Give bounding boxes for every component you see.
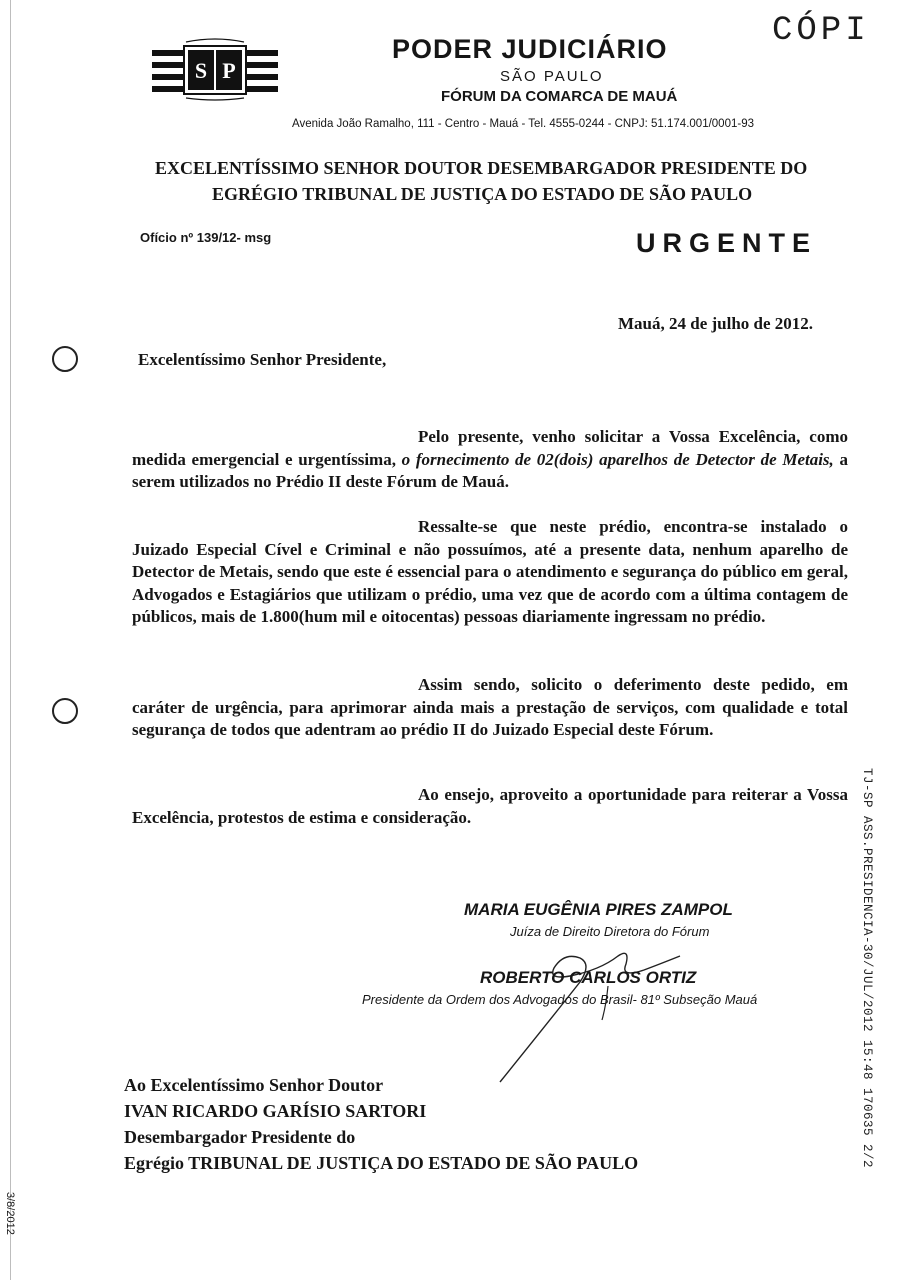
recipient-line-4: Egrégio TRIBUNAL DE JUSTIÇA DO ESTADO DE SÃO PAULO xyxy=(124,1153,639,1173)
logo-letter-s: S xyxy=(194,58,208,83)
urgency-label: URGENTE xyxy=(636,228,818,258)
body-paragraph-1: Pelo presente, venho solicitar a Vossa Excelência, como medida emergencial e urgentíssima, o fornecimento de 02(dois) aparelhos de Detector de Metais, a serem utilizados no Prédio II deste Fórum de Mauá. xyxy=(132,427,848,491)
side-margin-date: 3/8/2012 xyxy=(4,1192,16,1235)
body-paragraph-1-emphasis: o fornecimento de 02(dois) aparelhos de Detector de Metais, xyxy=(401,449,834,469)
body-paragraph-3: Assim sendo, solicito o deferimento deste pedido, em caráter de urgência, para aprimorar ainda mais a prestação de serviços, com qualidade e total segurança de todos que adentram ao prédio II do Juizado Especial deste Fórum. xyxy=(132,675,848,739)
protocol-stamp: TJ-SP ASS.PRESIDENCIA-30/JUL/2012 15:48 170635 2/2 xyxy=(860,768,874,1169)
header-title: PODER JUDICIÁRIO xyxy=(392,34,668,64)
addressee-heading-line-2: EGRÉGIO TRIBUNAL DE JUSTIÇA DO ESTADO DE SÃO PAULO xyxy=(212,184,753,204)
signatory-1-role: Juíza de Direito Diretora do Fórum xyxy=(510,924,710,939)
sao-paulo-coat-of-arms-logo xyxy=(150,36,280,102)
header-address: Avenida João Ramalho, 111 - Centro - Mauá - Tel. 4555-0244 - CNPJ: 51.174.001/0001-93 xyxy=(292,118,754,130)
signatory-1-name: MARIA EUGÊNIA PIRES ZAMPOL xyxy=(464,900,733,919)
oficio-number: Ofício nº 139/12- msg xyxy=(140,230,272,245)
signatory-2-name: ROBERTO CARLOS ORTIZ xyxy=(480,968,697,987)
header-state: SÃO PAULO xyxy=(500,68,604,85)
signatory-2-role: Presidente da Ordem dos Advogados do Brasil- 81º Subseção Mauá xyxy=(362,992,758,1007)
recipient-line-1: Ao Excelentíssimo Senhor Doutor xyxy=(124,1075,384,1095)
body-paragraph-4: Ao ensejo, aproveito a oportunidade para reiterar a Vossa Excelência, protestos de estima e consideração. xyxy=(132,785,848,827)
header-forum: FÓRUM DA COMARCA DE MAUÁ xyxy=(441,88,678,105)
copy-stamp: CÓPI xyxy=(772,12,870,50)
letter-date: Mauá, 24 de julho de 2012. xyxy=(618,314,814,333)
body-paragraph-2: Ressalte-se que neste prédio, encontra-se instalado o Juizado Especial Cível e Criminal e não possuímos, até a presente data, nenhum aparelho de Detector de Metais, sendo que este é essencial para o atendimento e segurança do público em geral, Advogados e Estagiários que utilizam o prédio, uma vez que de acordo com a última contagem de públicos, mais de 1.800(hum mil e oitocentas) pessoas diariamente ingressam no prédio. xyxy=(132,517,848,626)
salutation: Excelentíssimo Senhor Presidente, xyxy=(138,350,387,369)
punch-hole-icon xyxy=(52,346,78,372)
recipient-line-3: Desembargador Presidente do xyxy=(124,1127,356,1147)
punch-hole-icon xyxy=(52,698,78,724)
recipient-line-2: IVAN RICARDO GARÍSIO SARTORI xyxy=(124,1101,427,1121)
page-edge-line xyxy=(10,0,11,1280)
addressee-heading-line-1: EXCELENTÍSSIMO SENHOR DOUTOR DESEMBARGADOR PRESIDENTE DO xyxy=(155,158,808,178)
logo-letter-p: P xyxy=(222,58,236,83)
